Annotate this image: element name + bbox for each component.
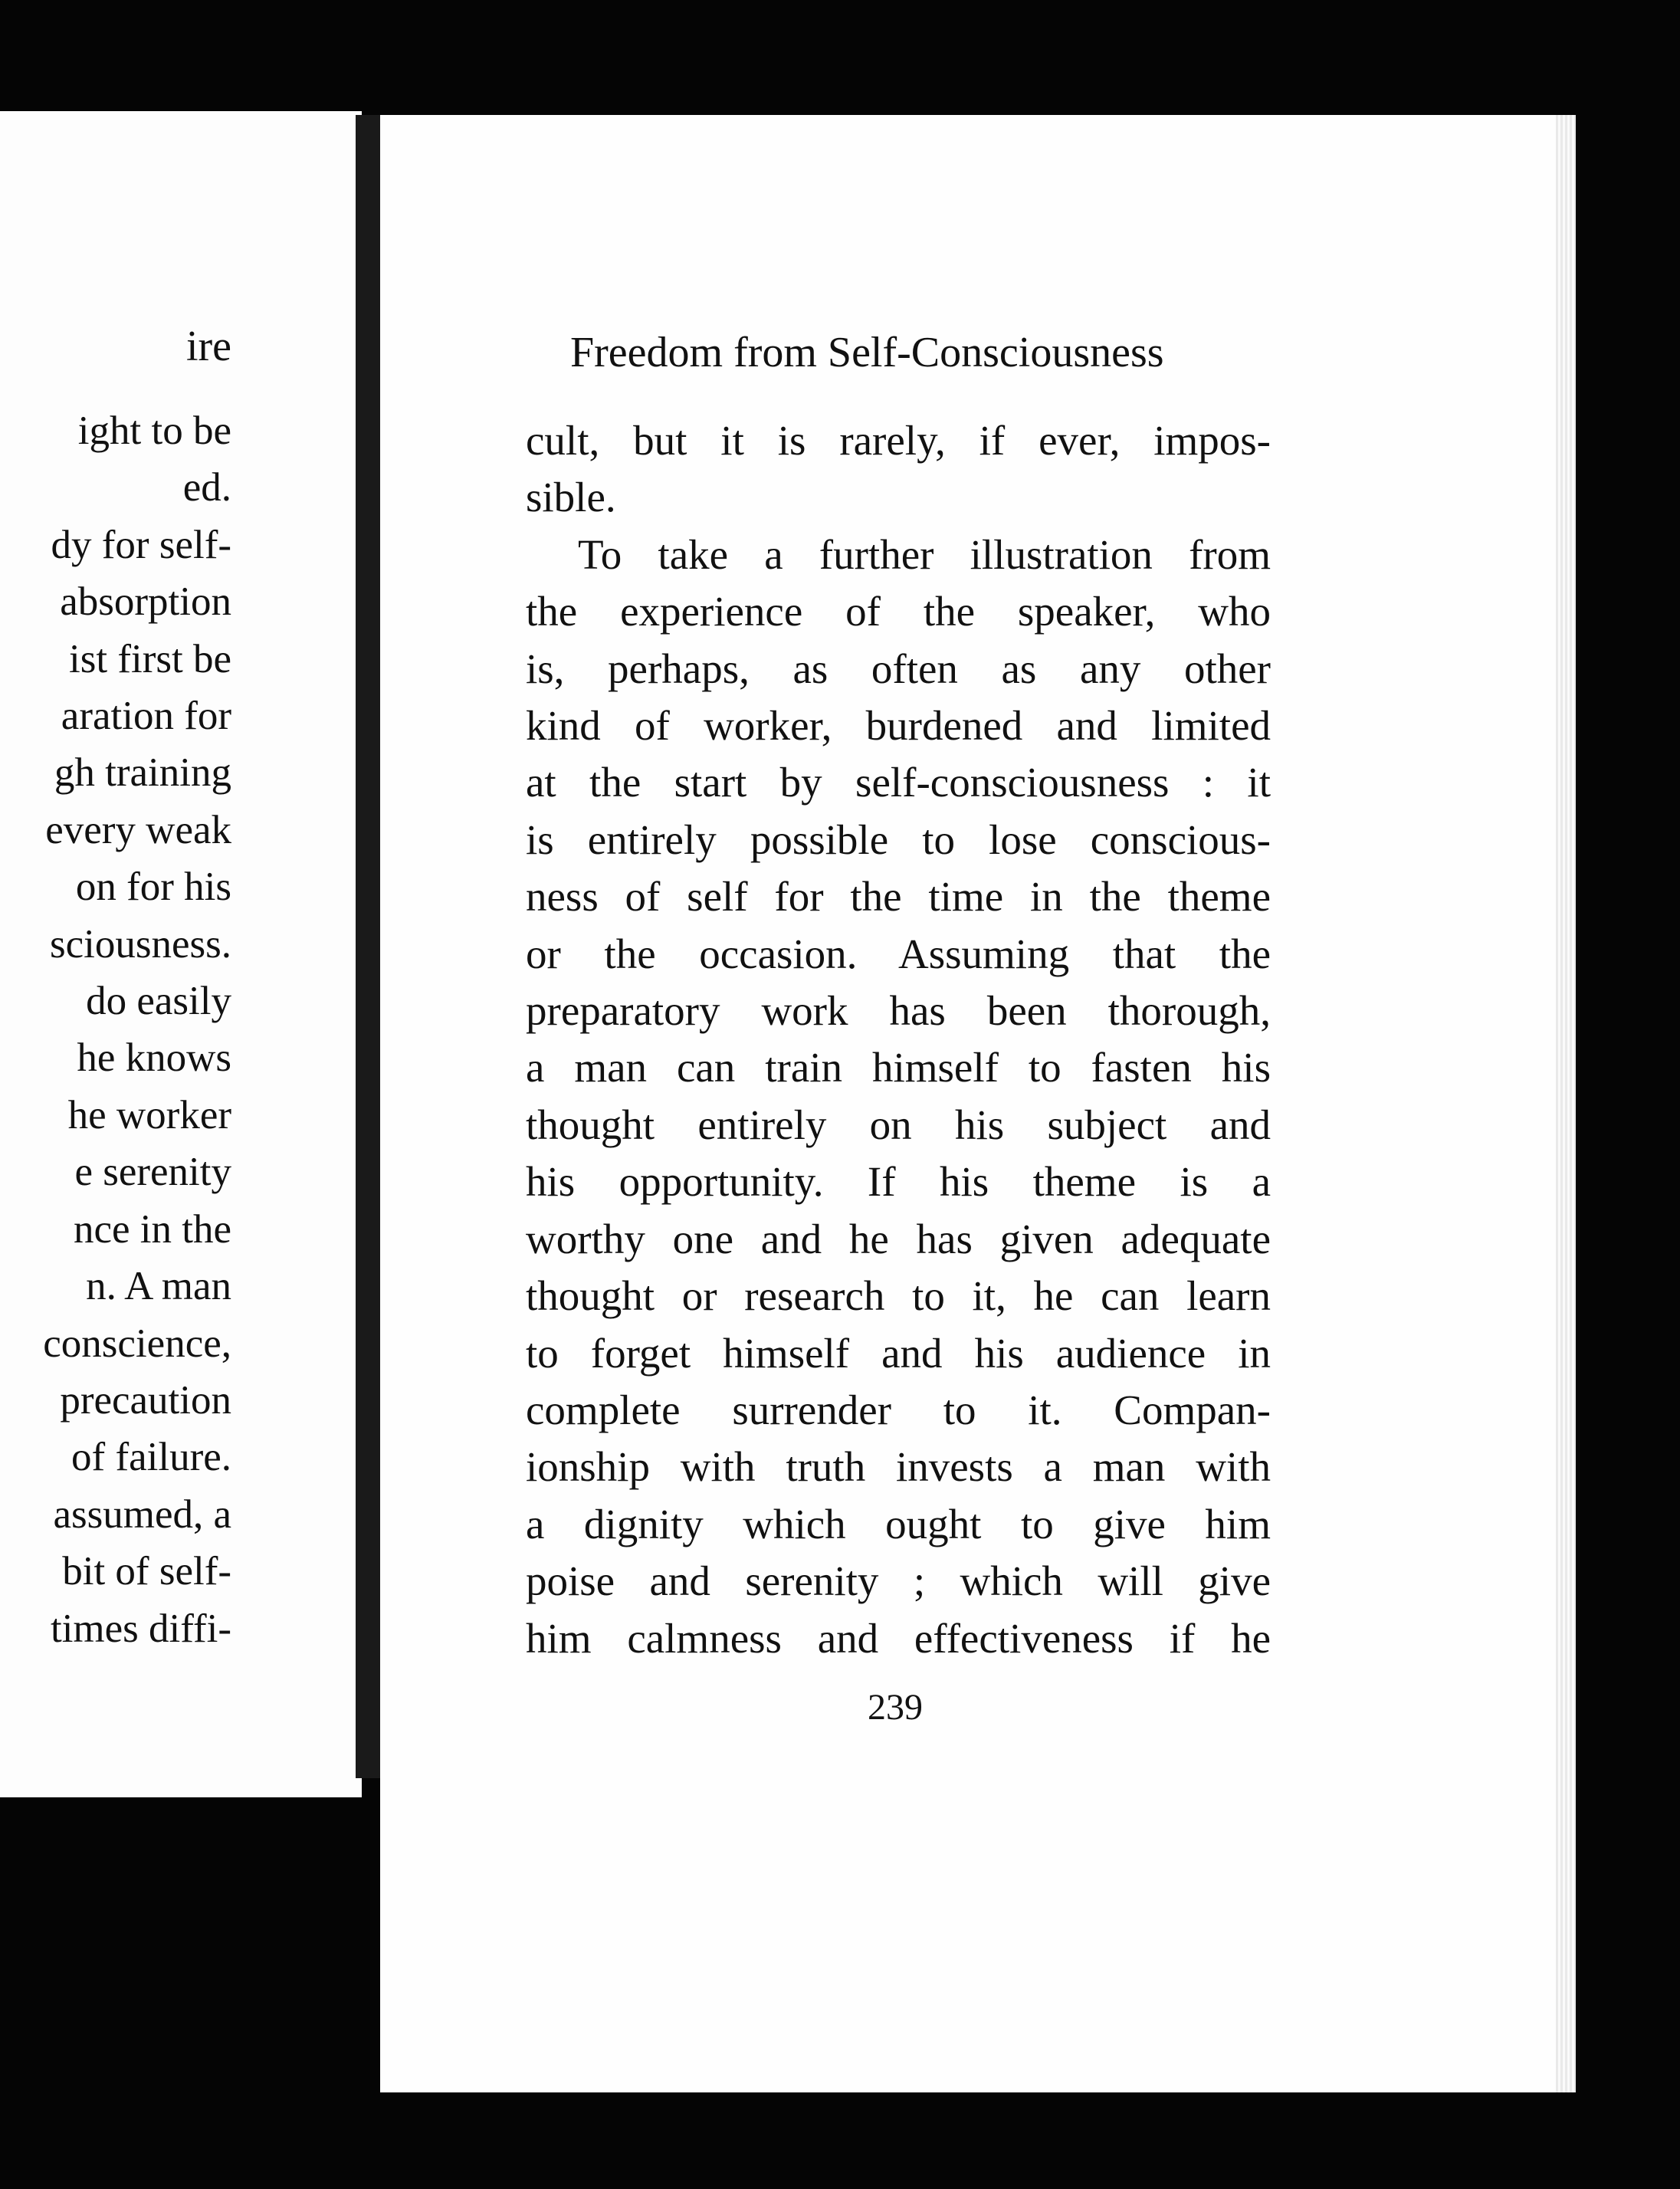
left-text-line: n. A man [86, 1264, 231, 1309]
left-text-line: conscience, [43, 1321, 231, 1366]
left-text-line: he knows [77, 1035, 231, 1081]
text-line: kind of worker, burdened and limited [526, 702, 1271, 750]
paragraph-first-line: To take a further illustration from [578, 530, 1271, 578]
left-text-line: of failure. [71, 1435, 231, 1480]
left-text-line: assumed, a [53, 1492, 231, 1537]
page-edge [1556, 115, 1576, 2092]
left-text-line: times diffi- [50, 1606, 231, 1651]
text-line: worthy one and he has given adequate [526, 1215, 1271, 1262]
text-line: a dignity which ought to give him [526, 1500, 1271, 1547]
left-text-line: gh training [54, 750, 231, 796]
right-page [380, 115, 1576, 2092]
left-page-lines [43, 402, 231, 1657]
text-line: preparatory work has been thorough, [526, 987, 1271, 1035]
text-line: is entirely possible to lose conscious- [526, 816, 1271, 863]
left-text-line: ist first be [69, 636, 231, 681]
left-text-line: bit of self- [62, 1549, 231, 1594]
text-line: him calmness and effectiveness if he [526, 1614, 1271, 1662]
left-text-line: precaution [60, 1377, 231, 1423]
text-line: complete surrender to it. Compan- [526, 1386, 1271, 1433]
left-page [0, 111, 362, 1797]
page-number: 239 [868, 1687, 923, 1728]
left-text-line: absorption [60, 579, 231, 625]
left-text-line: e serenity [74, 1150, 231, 1195]
text-line: thought or research to it, he can learn [526, 1272, 1271, 1320]
left-text-line: ight to be [77, 409, 231, 453]
left-text-line: every weak [45, 807, 231, 852]
text-line: cult, but it is rarely, if ever, impos- [526, 417, 1271, 464]
text-line: to forget himself and his audience in [526, 1329, 1271, 1377]
text-line: a man can train himself to fasten his [526, 1044, 1271, 1091]
book-gutter [356, 115, 380, 1778]
text-line: the experience of the speaker, who [526, 588, 1271, 635]
left-text-line: sciousness. [49, 921, 231, 967]
left-text-line: ed. [182, 465, 231, 510]
text-line: sible. [526, 474, 616, 521]
left-running-head: ire [185, 323, 231, 370]
text-line: poise and serenity ; which will give [526, 1557, 1271, 1605]
left-text-line: aration for [61, 694, 231, 739]
text-line: is, perhaps, as often as any other [526, 645, 1271, 692]
running-head: Freedom from Self-Consciousness [570, 329, 1164, 376]
body-text [526, 412, 1271, 1667]
left-text-line: he worker [67, 1092, 231, 1137]
left-text-line: do easily [86, 979, 231, 1024]
left-text-line: nce in the [73, 1206, 231, 1252]
text-line: ionship with truth invests a man with [526, 1443, 1271, 1491]
text-line: at the start by self-consciousness : it [526, 759, 1271, 806]
text-line: his opportunity. If his theme is a [526, 1158, 1271, 1206]
text-line: or the occasion. Assuming that the [526, 930, 1271, 977]
left-text-line: dy for self- [51, 522, 231, 567]
left-text-line: on for his [75, 865, 231, 910]
text-line: thought entirely on his subject and [526, 1101, 1271, 1148]
text-line: ness of self for the time in the theme [526, 873, 1271, 921]
